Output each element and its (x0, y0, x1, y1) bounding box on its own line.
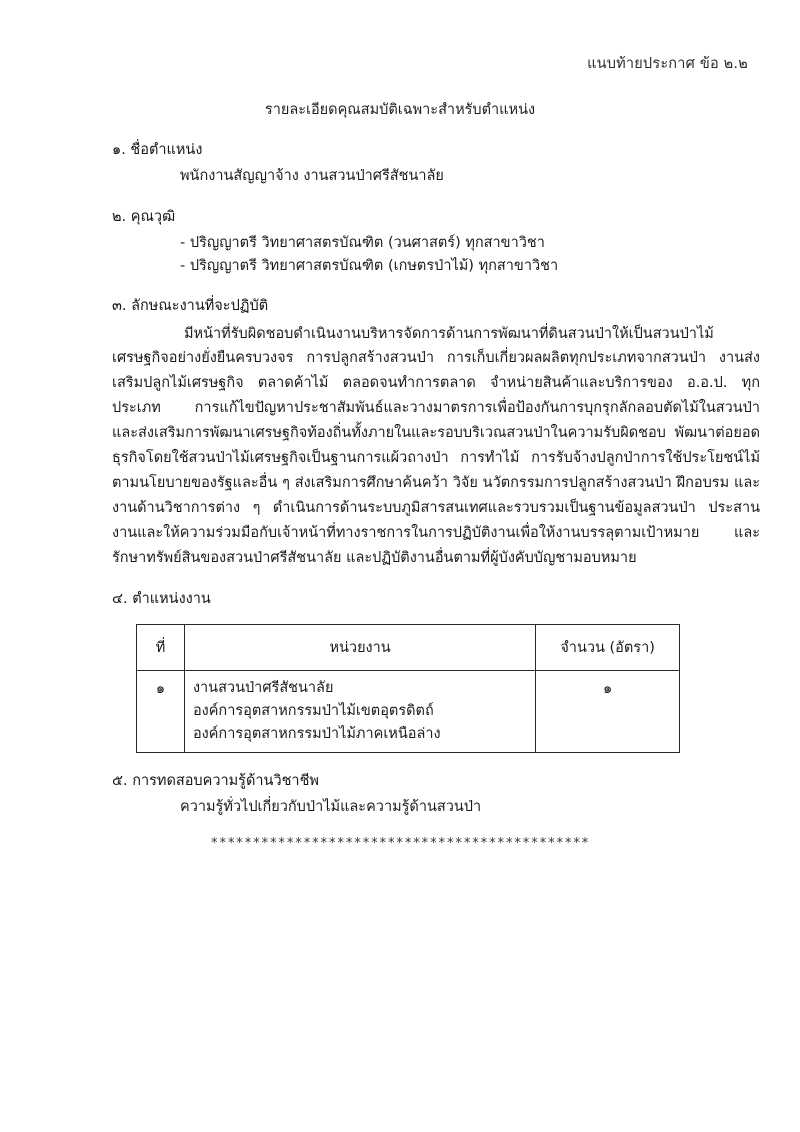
section-4-heading: ๔. ตำแหน่งงาน (112, 590, 211, 607)
column-header-unit: หน่วยงาน (184, 624, 535, 670)
cell-no: ๑ (137, 670, 185, 753)
section-1-heading: ๑. ชื่อตำแหน่ง (112, 142, 203, 158)
page-title: รายละเอียดคุณสมบัติเฉพาะสำหรับตำแหน่ง (264, 102, 536, 118)
unit-line: องค์การอุตสาหกรรมป่าไม้เขตอุตรดิตถ์ (192, 703, 434, 720)
section-1-value: พนักงานสัญญาจ้าง งานสวนป่าศรีสัชนาลัย (180, 168, 444, 185)
list-item: - ปริญญาตรี วิทยาศาสตรบัณฑิต (วนศาสตร์) ทุกสาขาวิชา (180, 234, 545, 251)
section-5-value: ความรู้ทั่วไปเกี่ยวกับป่าไม้และความรู้ด้านสวนป่า (180, 799, 482, 816)
section-3-heading: ๓. ลักษณะงานที่จะปฏิบัติ (112, 298, 269, 315)
document-body (112, 140, 760, 820)
section-job-positions (112, 589, 760, 754)
section-job-description (112, 296, 760, 570)
attachment-note: แนบท้ายประกาศ ข้อ ๒.๒ (587, 56, 748, 72)
asterisk-divider: ********************************************* (210, 836, 590, 851)
positions-table (136, 624, 680, 754)
section-2-heading: ๒. คุณวุฒิ (112, 208, 176, 225)
qualification-list (112, 232, 760, 279)
table-header-row (137, 624, 680, 670)
table-body (137, 670, 680, 753)
column-header-quantity: จำนวน (อัตรา) (536, 624, 680, 670)
job-description-paragraph: มีหน้าที่รับผิดชอบดำเนินงานบริหารจัดการด้านการพัฒนาที่ดินสวนป่าให้เป็นสวนป่าไม้เศรษฐกิจอย่างยั่งยืนครบวงจร การปลูกสร้างสวนป่า การเก็บเกี่ยวผลผลิตทุกประเภทจากสวนป่า งานส่งเสริมปลูกไม้เศรษฐกิจ ตลาดค้าไม้ ตลอดจนทำการตลาด จำหน่ายสินค้าและบริการของ อ.อ.ป. ทุกประเภท การแก้ไขปัญหาประชาสัมพันธ์และวางมาตรการเพื่อป้องกันการบุกรุกลักลอบตัดไม้ในสวนป่า และส่งเสริมการพัฒนาเศรษฐกิจท้องถิ่นทั้งภายในและรอบบริเวณสวนป่าในความรับผิดชอบ พัฒนาต่อยอดธุรกิจโดยใช้สวนป่าไม้เศรษฐกิจเป็นฐานการแผ้วถางป่า การทำไม้ การรับจ้างปลูกป่าการใช้ประโยชน์ไม้ตามนโยบายของรัฐและอื่น ๆ ส่งเสริมการศึกษาค้นคว้า วิจัย นวัตกรรมการปลูกสร้างสวนป่า ฝึกอบรม และงานด้านวิชาการต่าง ๆ ดำเนินการด้านระบบภูมิสารสนเทศและรวบรวมเป็นฐานข้อมูลสวนป่า ประสานงานและให้ความร่วมมือกับเจ้าหน้าที่ทางราชการในการปฏิบัติงานเพื่อให้งานบรรลุตามเป้าหมาย และรักษาทรัพย์สินของสวนป่าศรีสัชนาลัย และปฏิบัติงานอื่นตามที่ผู้บังคับบัญชามอบหมาย (112, 325, 760, 566)
list-item: - ปริญญาตรี วิทยาศาสตรบัณฑิต (เกษตรป่าไม้) ทุกสาขาวิชา (180, 258, 559, 274)
section-professional-test (112, 771, 760, 820)
section-qualification (112, 207, 760, 279)
section-5-heading: ๕. การทดสอบความรู้ด้านวิชาชีพ (112, 773, 319, 790)
cell-unit (184, 670, 535, 753)
table-row (137, 670, 680, 753)
unit-line: องค์การอุตสาหกรรมป่าไม้ภาคเหนือล่าง (192, 726, 441, 743)
column-header-no: ที่ (137, 624, 185, 670)
positions-table-wrap (136, 624, 680, 754)
table-head (137, 624, 680, 670)
section-position-name (112, 140, 760, 189)
cell-quantity: ๑ (536, 670, 680, 753)
unit-line: งานสวนป่าศรีสัชนาลัย (192, 679, 334, 696)
